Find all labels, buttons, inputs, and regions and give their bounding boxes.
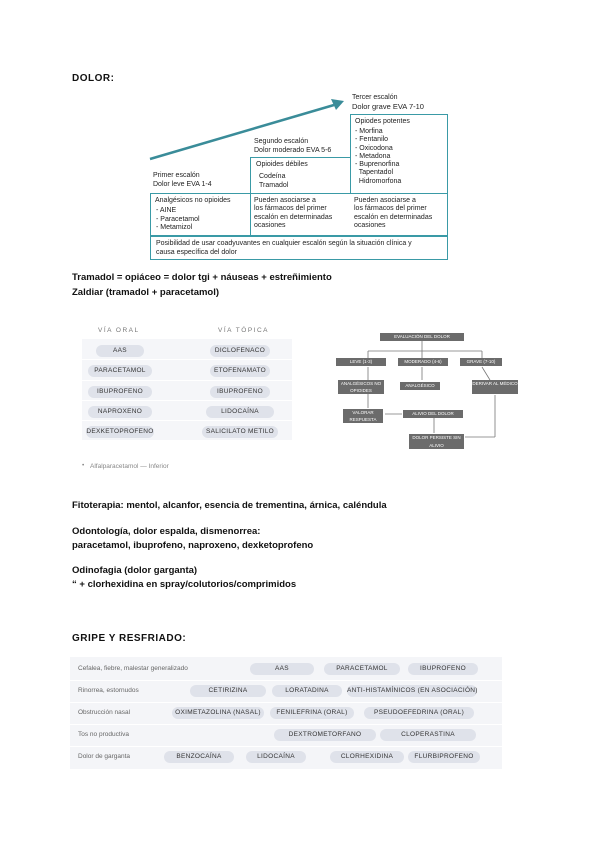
step3-box [350, 114, 448, 194]
oral-drug-pill: DEXKETOPROFENO [86, 426, 154, 438]
step1-subtitle: Dolor leve EVA 1-4 [153, 181, 212, 188]
symptom-label: Dolor de garganta [78, 753, 131, 760]
assoc-line: ocasiones [254, 221, 286, 229]
oral-drug-pill: AAS [96, 345, 144, 357]
step2-item: Tramadol [259, 182, 289, 189]
step1-group: Analgésicos no opioides [155, 197, 231, 204]
step2-box [250, 157, 351, 194]
note-fitoterapia: Fitoterapia: mentol, alcanfor, esencia de trementina, árnica, caléndula [72, 500, 387, 511]
oral-drug-pill: IBUPROFENO [88, 386, 152, 398]
section-title-dolor: DOLOR: [72, 73, 115, 84]
assoc-line: escalón en determinadas [254, 213, 333, 221]
flow-node: DOLOR PERSISTE SIN ALIVIO [409, 434, 464, 449]
topical-drug-pill: ETOFENAMATO [210, 365, 270, 377]
topical-drug-pill: IBUPROFENO [210, 386, 270, 398]
drug-pill: FENILEFRINA (ORAL) [270, 707, 354, 719]
step2-group: Opioides débiles [256, 161, 308, 168]
symptom-label: Rinorrea, estornudos [78, 687, 139, 694]
topical-header: VÍA TÓPICA [218, 327, 270, 334]
drug-pill: PSEUDOEFEDRINA (ORAL) [364, 707, 474, 719]
flow-node: EVALUACIÓN DEL DOLOR [380, 333, 464, 341]
step1-title: Primer escalón [153, 172, 200, 179]
drug-pill: LORATADINA [272, 685, 342, 697]
symptom-label: Obstrucción nasal [78, 709, 131, 716]
flow-node: MODERADO (4-6) [398, 358, 448, 366]
drug-pill: CLORHEXIDINA [330, 751, 404, 763]
step3-item: - Fentanilo [355, 136, 389, 144]
assoc-line: ocasiones [354, 221, 386, 229]
gripe-table [70, 657, 502, 769]
topical-drug-pill: SALICILATO METILO [202, 426, 278, 438]
step3-item: - Buprenorfina [355, 161, 400, 169]
drug-pill: IBUPROFENO [408, 663, 478, 675]
gripe-row [70, 746, 502, 768]
step1-item: - AINE [156, 207, 177, 214]
drug-pill: AAS [250, 663, 314, 675]
symptom-label: Cefalea, fiebre, malestar generalizado [78, 665, 188, 672]
topical-drug-pill: LIDOCAÍNA [206, 406, 274, 418]
drug-pill: BENZOCAÍNA [164, 751, 234, 763]
drug-pill: DEXTROMETORFANO [274, 729, 376, 741]
flow-node: ANALGÉSICOS NO OPIOIDES [338, 380, 384, 394]
assoc-line: los fármacos del primer [354, 205, 427, 213]
flow-node: VALORAR RESPUESTA [343, 409, 383, 423]
gripe-row [70, 680, 502, 703]
gripe-row [70, 702, 502, 725]
note-odontologia-drugs: paracetamol, ibuprofeno, naproxeno, dexketoprofeno [72, 540, 314, 551]
note-zaldiar: Zaldiar (tramadol + paracetamol) [72, 287, 220, 298]
flow-node: DERIVAR AL MÉDICO [472, 380, 518, 394]
note-odinofagia-drugs: “ + clorhexidina en spray/colutorios/comprimidos [72, 579, 297, 590]
flow-node: GRAVE (7-10) [460, 358, 502, 366]
ladder-footer-line: Posibilidad de usar coadyuvantes en cualquier escalón según la situación clínica y [156, 240, 412, 247]
ladder-footer-line: causa específica del dolor [156, 249, 237, 256]
flow-node: ANALGÉSICO [400, 382, 440, 390]
ladder-footer-box [150, 236, 448, 260]
step2-association [254, 197, 332, 230]
oral-drug-pill: NAPROXENO [88, 406, 152, 418]
note-tramadol: Tramadol = opiáceo = dolor tgi + náuseas + estreñimiento [72, 272, 332, 283]
gripe-row [70, 658, 502, 681]
drug-pill: CLOPERASTINA [380, 729, 476, 741]
route-footnote-bullet: • [82, 462, 85, 469]
note-odontologia-title: Odontología, dolor espalda, dismenorrea: [72, 526, 261, 537]
step2-item: Codeína [259, 173, 286, 180]
step3-group: Opiodes potentes [355, 118, 410, 125]
route-footnote: Alfalparacetamol — Inferior [90, 463, 169, 470]
step1-item: - Metamizol [156, 224, 193, 231]
step3-item: - Oxicodona [355, 144, 393, 152]
drug-pill: OXIMETAZOLINA (NASAL) [172, 707, 264, 719]
drug-pill: CETIRIZINA [190, 685, 266, 697]
flow-node: LEVE (1-3) [336, 358, 386, 366]
assoc-line: los fármacos del primer [254, 205, 327, 213]
step3-item: - Morfina [355, 128, 383, 135]
step3-item: Hidromorfona [355, 177, 402, 185]
step3-title: Tercer escalón [352, 94, 398, 101]
step2-title: Segundo escalón [254, 138, 309, 145]
flow-node: ALIVIO DEL DOLOR [403, 410, 463, 418]
oral-drug-pill: PARACETAMOL [88, 365, 152, 377]
drug-pill: FLURBIPROFENO [408, 751, 480, 763]
assoc-line: Pueden asociarse a [354, 197, 416, 204]
oral-header: VÍA ORAL [98, 327, 140, 334]
section-title-gripe: GRIPE Y RESFRIADO: [72, 633, 187, 644]
drug-pill: PARACETAMOL [324, 663, 400, 675]
step1-item: - Paracetamol [156, 215, 200, 223]
topical-drug-pill: DICLOFENACO [210, 345, 270, 357]
gripe-row [70, 724, 502, 747]
assoc-line: escalón en determinadas [354, 213, 433, 221]
step1-box [150, 193, 251, 236]
step3-association [354, 197, 432, 230]
step3-item: Tapentadol [355, 169, 394, 177]
step3-item: - Metadona [355, 152, 391, 160]
drug-pill: LIDOCAÍNA [246, 751, 306, 763]
step2-subtitle: Dolor moderado EVA 5-6 [254, 147, 332, 154]
step3-subtitle: Dolor grave EVA 7-10 [352, 102, 424, 111]
drug-pill: ANTI-HISTAMÍNICOS (EN ASOCIACIÓN) [347, 685, 477, 697]
note-odinofagia-title: Odinofagia (dolor garganta) [72, 565, 198, 576]
ladder-divider [150, 193, 448, 194]
symptom-label: Tos no productiva [78, 731, 129, 738]
assoc-line: Pueden asociarse a [254, 197, 316, 204]
